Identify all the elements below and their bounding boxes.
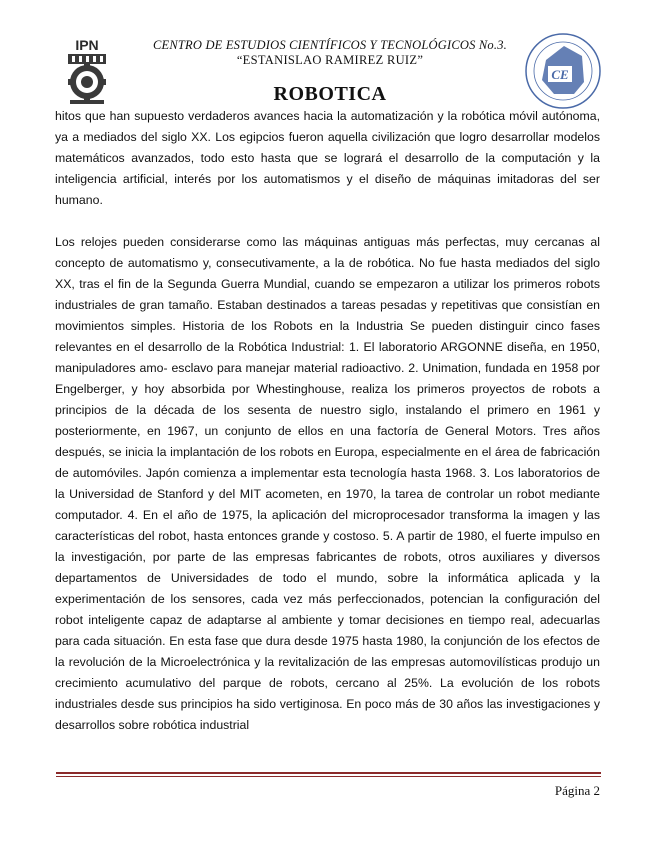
footer-rule: [56, 772, 601, 774]
institution-subtitle: “ESTANISLAO RAMIREZ RUIZ”: [236, 53, 424, 67]
paragraph: hitos que han supuesto verdaderos avances hacia la automatización y la robótica móvil autónoma, ya a mediados del siglo XX. Los egipcios fueron aquella civilización que logro desarrollar modelos matemáticos avanzados, todo esto hasta que se logrará el desarrollo de la computación y la inteligencia artificial, interés por los automatismos y el diseño de máquinas imitadoras del ser humano.: [55, 109, 600, 207]
footer-rule-thin: [56, 776, 601, 777]
paragraph: Los relojes pueden considerarse como las máquinas antiguas más perfectas, muy cercanas al concepto de automatismo y, consecutivamente, a la de robótica. No fue hasta mediados del siglo XX, tras el fin de la Segunda Guerra Mundial, cuando se empezaron a utilizar los primeros robots industriales de gran tamaño. Estaban destinados a tareas pesadas y repetitivas que consistían en movimientos simples. Historia de los Robots en la Industria Se pueden distinguir cinco fases relevantes en el desarrollo de la Robótica Industrial: 1. El laboratorio ARGONNE diseña, en 1950, manipuladores amo- esclavo para manejar material radioactivo. 2. Unimation, fundada en 1958 por Engelberger, y hoy absorbida por Whestinghouse, realiza los primeros proyectos de robots a principios de la década de los sesenta de nuestro siglo, instalando el primero en 1961 y posteriormente, en 1967, un conjunto de ellos en una factoría de General Motors. Tres años después, se inicia la implantación de los robots en Europa, especialmente en el área de fabricación de automóviles. Japón comienza a implementar esta tecnología hasta 1968. 3. Los laboratorios de la Universidad de Stanford y del MIT acometen, en 1970, la tarea de controlar un robot mediante computador. 4. En el año de 1975, la aplicación del microprocesador transforma la imagen y las características del robot, hasta entonces grande y costoso. 5. A partir de 1980, el fuerte impulso en la investigación, por parte de las empresas fabricantes de robots, otros auxiliares y diversos departamentos de Universidades de todo el mundo, sobre la informática aplicada y la experimentación de los sensores, cada vez más perfeccionados, potencian la configuración del robot inteligente capaz de adaptarse al ambiente y tomar decisiones en tiempo real, adecuarlas para cada situación. En esta fase que dura desde 1975 hasta 1980, la conjunción de los efectos de la revolución de la Microelectrónica y la revitalización de las empresas automovilísticas produjo un crecimiento acumulativo del parque de robots, cercano al 25%. La evolución de los robots industriales desde sus principios ha sido vertiginosa. En poco más de 30 años las investigaciones y desarrollos sobre robótica industrial: [55, 235, 600, 732]
ipn-logo-icon: [62, 36, 112, 108]
body-text: [55, 106, 600, 736]
document-title: ROBOTICA: [273, 83, 387, 105]
institution-name: CENTRO DE ESTUDIOS CIENTÍFICOS Y TECNOLÓGICOS No.3.: [153, 38, 507, 52]
page-number: Página 2: [554, 783, 600, 798]
ipn-logo-text: IPN: [75, 37, 99, 53]
cecyt-logo-text: CE: [551, 67, 569, 82]
